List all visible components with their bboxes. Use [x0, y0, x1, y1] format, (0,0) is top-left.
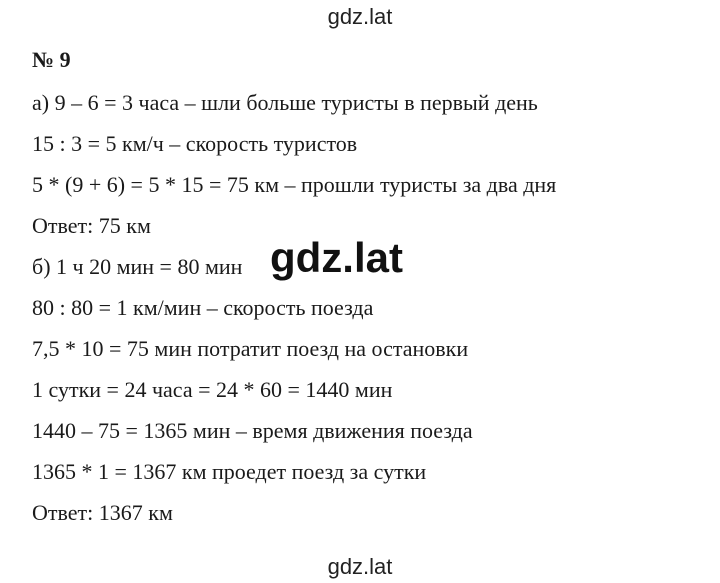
solution-line: 1 сутки = 24 часа = 24 * 60 = 1440 мин: [32, 377, 393, 402]
solution-line: 7,5 * 10 = 75 мин потратит поезд на остановки: [32, 336, 469, 361]
watermark-center: gdz.lat: [270, 234, 403, 281]
solution-line: 5 * (9 + 6) = 5 * 15 = 75 км – прошли туристы за два дня: [32, 172, 557, 197]
solution-line: 15 : 3 = 5 км/ч – скорость туристов: [32, 131, 358, 156]
solution-line: б) 1 ч 20 мин = 80 мин: [32, 254, 243, 279]
solution-line: 80 : 80 = 1 км/мин – скорость поезда: [32, 295, 374, 320]
watermark-top: gdz.lat: [327, 4, 393, 29]
solution-lines: [32, 89, 556, 540]
answer-line: Ответ: 1367 км: [32, 500, 173, 525]
problem-number: № 9: [32, 47, 71, 72]
solution-line: 1440 – 75 = 1365 мин – время движения поезда: [32, 418, 473, 443]
solution-line: а) 9 – 6 = 3 часа – шли больше туристы в первый день: [32, 90, 538, 115]
answer-line: Ответ: 75 км: [32, 213, 151, 238]
watermark-bottom: gdz.lat: [327, 554, 393, 579]
solution-line: 1365 * 1 = 1367 км проедет поезд за сутки: [32, 459, 427, 484]
